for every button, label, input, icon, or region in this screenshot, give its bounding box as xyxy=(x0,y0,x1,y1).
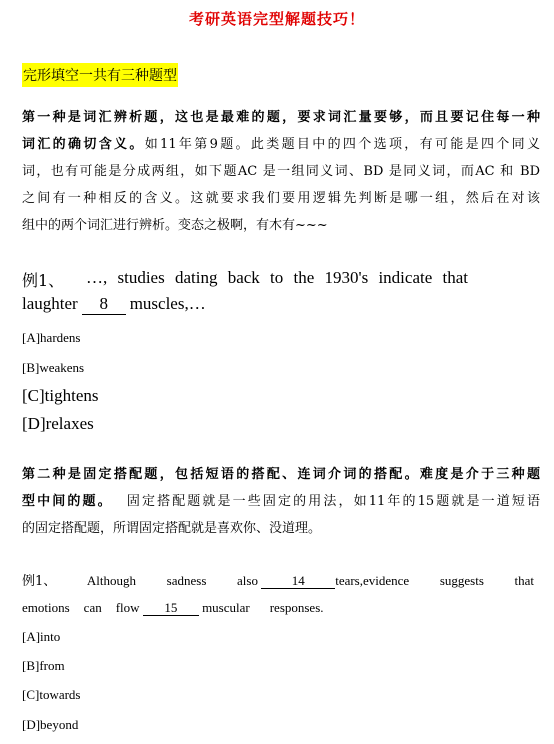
section1-line-5: 组中的两个词汇进行辨析。变态之极啊，有木有~~~ xyxy=(22,218,328,233)
example1-line-2 xyxy=(22,294,206,315)
example1-line-2-before: laughter xyxy=(22,294,78,313)
example2-word-tears: tears,evidence xyxy=(335,572,410,588)
section2-line-2 xyxy=(22,488,540,515)
example2-word-although: Although xyxy=(86,573,137,588)
section1-paragraph xyxy=(22,104,540,239)
example1-option-c: [C]tightens xyxy=(22,386,99,405)
example2-word-sadness: sadness xyxy=(166,573,207,588)
example2-word-muscular: muscular xyxy=(202,600,250,615)
section2-line-2-bold: 型中间的题。 xyxy=(22,494,113,509)
example2-line-1 xyxy=(22,570,534,589)
section1-line-2 xyxy=(22,131,540,158)
example1-option-d: [D]relaxes xyxy=(22,414,94,433)
section2-line-2-normal: 固定搭配题就是一些固定的用法，如11年的15题就是一道短语 xyxy=(124,494,540,509)
example1-option-a: [A]hardens xyxy=(22,330,81,345)
section2-paragraph xyxy=(22,461,540,542)
example2-option-c: [C]towards xyxy=(22,687,81,702)
example1-line-1-text: …, studies dating back to the 1930's indicate that xyxy=(86,268,468,287)
example2-option-b: [B]from xyxy=(22,658,65,673)
example2-word-emotions: emotions xyxy=(22,600,70,615)
example2-option-a: [A]into xyxy=(22,629,61,644)
example2-word-flow: flow xyxy=(115,600,140,615)
section2-line-1: 第二种是固定搭配题，包括短语的搭配、连词介词的搭配。难度是介于三种题 xyxy=(22,467,540,482)
example2-label: 例1、 xyxy=(22,574,57,589)
example2-word-suggests: suggests xyxy=(439,573,484,588)
example2-word-group xyxy=(237,573,409,589)
page-title: 考研英语完型解题技巧！ xyxy=(188,10,365,28)
example1-blank: 8 xyxy=(82,295,126,315)
example1-label: 例1、 xyxy=(22,271,65,290)
section1-line-3: 词，也有可能是分成两组，如下题AC 是一组同义词、BD 是同义词，而AC 和 BD xyxy=(22,164,540,179)
section1-line-2-normal: 如11年第9题。此类题目中的四个选项，有可能是四个同义 xyxy=(144,137,540,152)
example1-line-2-after: muscles,… xyxy=(129,294,206,313)
example2-blank-15: 15 xyxy=(143,601,199,616)
example2-word-also: also xyxy=(237,572,258,588)
highlighted-heading: 完形填空一共有三种题型 xyxy=(22,63,178,87)
example1-option-b: [B]weakens xyxy=(22,360,85,375)
example2-word-responses: responses. xyxy=(269,600,324,615)
section1-line-1: 第一种是词汇辨析题，这也是最难的题，要求词汇量要够，而且要记住每一种 xyxy=(22,110,540,125)
section2-line-3: 的固定搭配题，所谓固定搭配就是喜欢你、没道理。 xyxy=(22,521,322,536)
example2-word-that: that xyxy=(514,573,534,588)
section1-line-2-bold: 词汇的确切含义。 xyxy=(22,137,145,152)
example2-option-d: [D]beyond xyxy=(22,717,79,732)
example2-blank-14: 14 xyxy=(261,574,335,589)
section1-line-4: 之间有一种相反的含义。这就要求我们要用逻辑先判断是哪一组，然后在对该 xyxy=(22,191,540,206)
example2-word-can: can xyxy=(83,600,102,615)
example1-line-1 xyxy=(22,268,468,291)
example2-line-2 xyxy=(22,600,324,616)
